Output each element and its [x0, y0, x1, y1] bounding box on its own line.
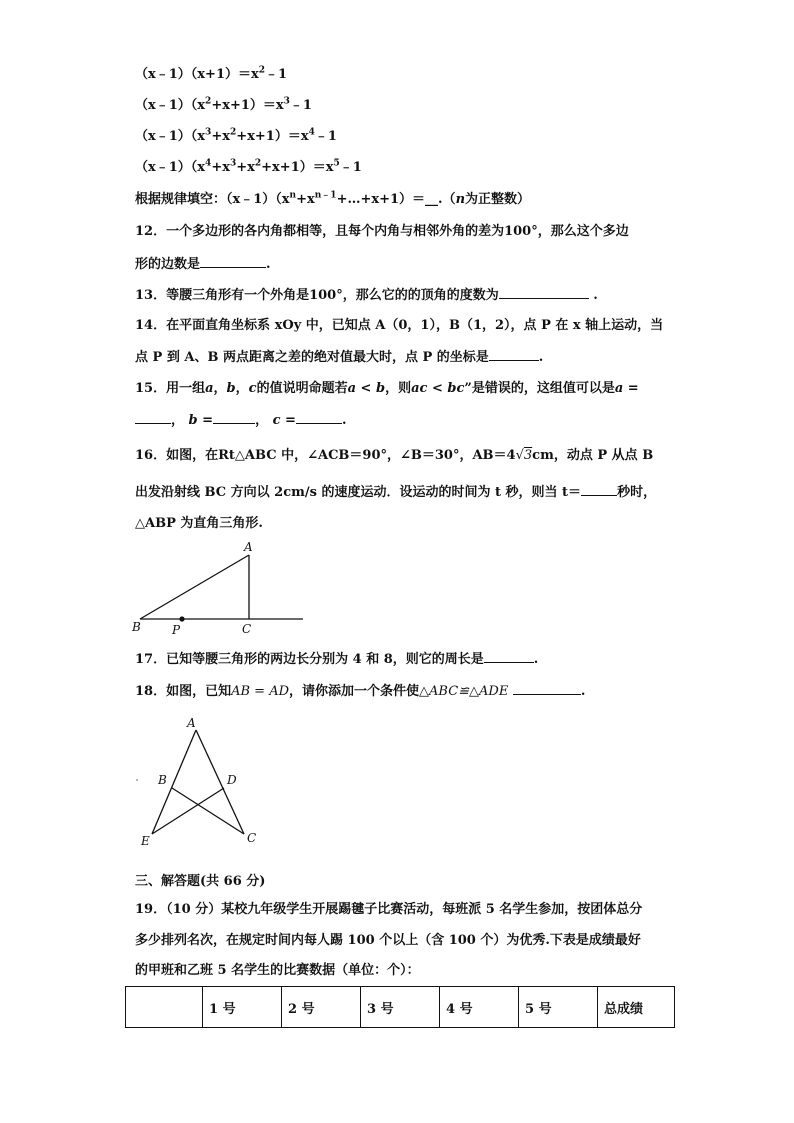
question-19-line3: 的甲班和乙班 5 名学生的比赛数据（单位：个）： — [135, 963, 420, 978]
question-19-line2: 多少排列名次，在规定时间内每人踢 100 个以上（含 100 个）为优秀.下表是成绩最好 — [135, 933, 641, 948]
answer-blank[interactable] — [484, 650, 534, 663]
question-18: 18．如图，已知AB = AD，请你添加一个条件使△ABC≌△ADE . — [135, 684, 586, 699]
label-a: A — [244, 540, 253, 554]
label-e: E — [141, 834, 150, 848]
label-b: B — [158, 773, 167, 787]
label-a: A — [187, 716, 196, 730]
question-15-line2: ， b = ， c = . — [135, 411, 346, 430]
equation-2: $(x﹣1)(x^2+x+1)=x^3﹣1$ — [135, 96, 312, 113]
section-heading: 三、解答题(共 66 分) — [135, 874, 266, 889]
answer-blank-a[interactable] — [135, 411, 171, 424]
label-p: P — [172, 623, 181, 637]
table-header-cell: 2 号 — [282, 987, 361, 1028]
answer-blank[interactable] — [513, 682, 581, 695]
table-header-cell: 4 号 — [440, 987, 519, 1028]
table-header-cell: 3 号 — [361, 987, 440, 1028]
table-header-cell: 1 号 — [203, 987, 282, 1028]
table-header-cell — [126, 987, 203, 1028]
figure-triangle-abc — [125, 535, 310, 640]
question-14-line2: 点 P 到 A、B 两点距离之差的绝对值最大时，点 P 的坐标是 . — [135, 350, 544, 365]
stray-dot — [136, 779, 138, 781]
equation-3: $(x﹣1)(x^3+x^2+x+1)=x^4﹣1$ — [135, 127, 337, 144]
answer-blank[interactable] — [581, 483, 617, 496]
label-c: C — [242, 622, 252, 636]
point-p — [179, 616, 184, 621]
answer-blank-c[interactable] — [296, 411, 342, 424]
answer-blank[interactable] — [499, 286, 589, 299]
table-header-cell: 5 号 — [519, 987, 598, 1028]
question-19-line1: 19．（10 分）某校九年级学生开展踢毽子比赛活动，每班派 5 名学生参加，按团体总分 — [135, 902, 643, 917]
segment-ab — [140, 555, 249, 619]
question-15-line1: 15．用一组a，b，c的值说明命题若a < b，则ac < bc”是错误的，这组值可以是a = — [135, 381, 639, 396]
question-16-line3: △ABP 为直角三角形. — [135, 516, 263, 531]
question-14-line1: 14．在平面直角坐标系 xOy 中，已知点 A（0，1），B（1，2），点 P 在 x 轴上运动，当 — [135, 318, 664, 333]
equation-4: $(x﹣1)(x^4+x^3+x^2+x+1)=x^5﹣1$ — [135, 158, 362, 175]
table-header-cell: 总成绩 — [598, 987, 675, 1028]
rule-fill-in: 根据规律填空：$(x﹣1)(x^n+x^{n﹣1}+\dots+x+1)=\_\_.(n$为正整数） — [135, 190, 531, 207]
table-header-row — [126, 987, 675, 1028]
label-d: D — [227, 773, 237, 787]
question-16-line2: 出发沿射线 BC 方向以 2cm/s 的速度运动．设运动的时间为 t 秒，则当 t＝ 秒时， — [135, 485, 657, 500]
equation-1: $(x﹣1)(x+1)=x^2﹣1$ — [135, 65, 288, 82]
question-16-line1: 16．如图，在Rt△ABC 中，∠ACB＝90°，∠B＝30°，AB＝4√3cm，动点 P 从点 B — [135, 448, 654, 463]
figure-congruent-triangles — [130, 712, 270, 852]
answer-blank[interactable] — [200, 255, 266, 268]
question-13: 13．等腰三角形有一个外角是100°，那么它的的顶角的度数为 . — [135, 288, 598, 303]
answer-blank[interactable] — [489, 348, 539, 361]
score-table — [125, 986, 675, 1028]
question-12-line2: 形的边数是 . — [135, 257, 271, 272]
label-c: C — [247, 831, 257, 845]
label-b: B — [132, 620, 141, 634]
answer-blank-b[interactable] — [213, 411, 255, 424]
question-17: 17．已知等腰三角形的两边长分别为 4 和 8，则它的周长是 . — [135, 652, 539, 667]
segment-ed — [152, 788, 224, 834]
question-12-line1: 12．一个多边形的各内角都相等，且每个内角与相邻外角的差为100°，那么这个多边 — [135, 224, 629, 239]
